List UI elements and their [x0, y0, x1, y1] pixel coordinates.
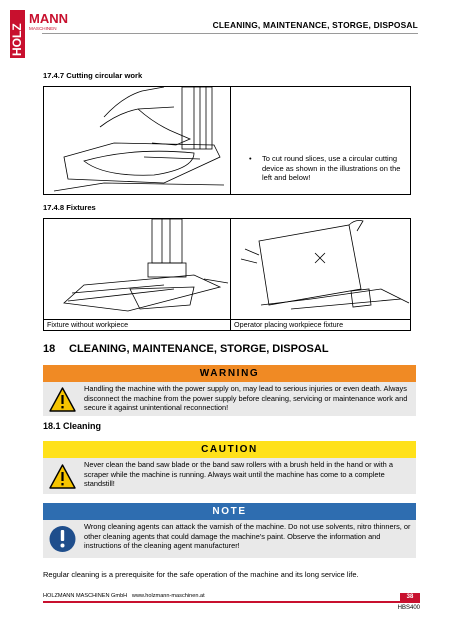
section-title-fixtures: 17.4.8 Fixtures: [43, 203, 96, 212]
warning-text: Handling the machine with the power supply on, may lead to serious injuries or even death. Always disconnect the machine from the power supply before cleaning, servicing or maintenance work and secure it against unintentional reconnection!: [84, 384, 408, 412]
page-number: 38: [400, 593, 420, 602]
fixture-caption-row: [43, 319, 411, 331]
subsection-title-cleaning: 18.1 Cleaning: [43, 421, 102, 431]
chapter-number: 18: [43, 343, 56, 355]
chapter-title: CLEANING, MAINTENANCE, STORGE, DISPOSAL: [69, 343, 329, 355]
caution-text: Never clean the band saw blade or the band saw rollers with a brush held in the hand or with a scraper while the machine is running. Always wait until the machine has come to a complete standstill!: [84, 460, 393, 488]
caption-operator-placing: Operator placing workpiece fixture: [234, 320, 344, 329]
cutting-illustration: [44, 87, 230, 195]
header-title: CLEANING, MAINTENANCE, STORGE, DISPOSAL: [212, 20, 418, 30]
caution-icon-box: [43, 458, 82, 494]
header-divider: [42, 33, 418, 34]
footer-company: [43, 593, 205, 599]
operator-illustration: [231, 219, 411, 320]
exclamation-circle-icon: [43, 520, 82, 558]
footer-company-name: HOLZMANN MASCHINEN GmbH: [43, 593, 128, 599]
section-title-cutting: 17.4.7 Cutting circular work: [43, 71, 143, 80]
warning-box: [43, 365, 416, 416]
model-name: HBS400: [397, 605, 420, 611]
note-label: NOTE: [43, 503, 416, 520]
footer-website-link[interactable]: www.holzmann-maschinen.at: [131, 593, 205, 599]
figure-table-fixtures: [43, 218, 411, 320]
caution-box: [43, 441, 416, 494]
svg-text:MASCHINEN: MASCHINEN: [29, 26, 57, 31]
chapter-heading: [43, 343, 329, 355]
bullet-dot: •: [249, 154, 252, 163]
fixture-illustration: [44, 219, 230, 320]
bullet-cutting: [249, 154, 412, 183]
bullet-text: To cut round slices, use a circular cutting device as shown in the illustrations on the left and below!: [262, 154, 401, 182]
svg-text:HOLZ: HOLZ: [10, 23, 24, 56]
caution-label: CAUTION: [43, 441, 416, 458]
svg-text:MANN: MANN: [29, 11, 68, 26]
note-icon-box: [43, 520, 82, 558]
warning-icon-box: [43, 382, 82, 416]
note-text: Wrong cleaning agents can attack the varnish of the machine. Do not use solvents, nitro thinners, or other cleaning agents that could damage the machine's paint. Observe the information and instructions of the cleaning agent manufacturer!: [84, 522, 411, 550]
holzmann-logo: [10, 8, 70, 60]
warning-label: WARNING: [43, 365, 416, 382]
warning-triangle-icon: [43, 382, 82, 416]
note-box: [43, 503, 416, 558]
warning-triangle-icon: [43, 458, 82, 494]
caption-fixture-without-workpiece: Fixture without workpiece: [47, 320, 129, 329]
body-paragraph: Regular cleaning is a prerequisite for the safe operation of the machine and its long service life.: [43, 570, 359, 579]
footer-divider: [43, 601, 420, 603]
